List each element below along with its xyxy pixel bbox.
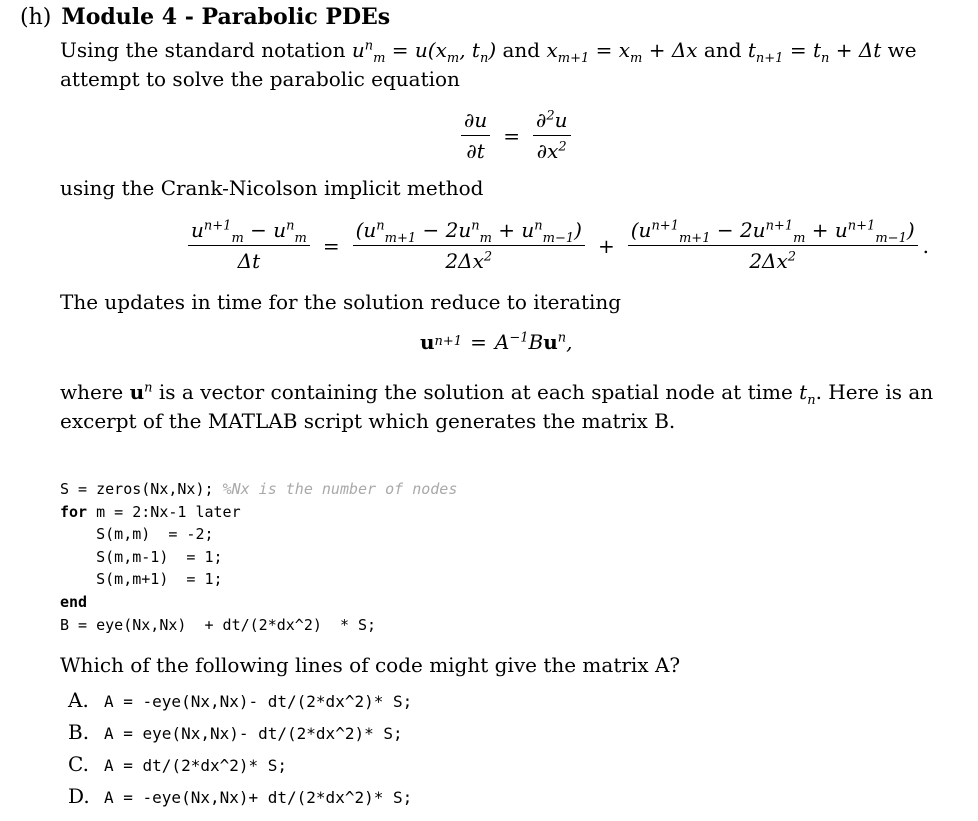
where-paragraph-line-1: where $u^n$ is a vector containing the solution at each spatial node at time $t_n$. Here is an: [60, 380, 934, 408]
code-line-3: S(m,m) = -2;: [60, 525, 214, 544]
answer-option-d[interactable]: [68, 784, 412, 808]
code-line-4: S(m,m-1) = 1;: [60, 547, 223, 566]
option-code: A = -eye(Nx,Nx)- dt/(2*dx^2)* S;: [104, 692, 413, 711]
section-heading: [20, 4, 390, 30]
code-comment: %Nx is the number of nodes: [222, 480, 458, 498]
parabolic-equation: $\frac{\partial u}{\partial t}$ = $\frac{\partial^2u}{\partial x^2}$: [456, 108, 576, 163]
notation-equation: $u^n_m = u(x_m$, $t_n$): [351, 38, 497, 66]
answer-option-a[interactable]: [68, 688, 412, 712]
code-line-5: S(m,m+1) = 1;: [60, 570, 223, 589]
code-line-2: for m = 2:Nx-1 later: [60, 502, 241, 521]
section-label: (h): [20, 5, 52, 30]
solution-vector-symbol: $u^n$: [129, 380, 153, 404]
option-code: A = -eye(Nx,Nx)+ dt/(2*dx^2)* S;: [104, 788, 413, 807]
where-paragraph-line-2: excerpt of the MATLAB script which generates the matrix B.: [60, 409, 676, 433]
section-title: Module 4 - Parabolic PDEs: [61, 4, 391, 30]
intro-paragraph-line-2: attempt to solve the parabolic equation: [60, 67, 460, 91]
answer-option-b[interactable]: [68, 720, 403, 744]
update-equation: u n+1 = $A^{-1}Bu^n$,: [420, 330, 573, 354]
option-letter: A.: [68, 688, 89, 712]
question-text: Which of the following lines of code might give the matrix A?: [60, 653, 681, 677]
option-letter: B.: [68, 720, 90, 744]
time-symbol: $t_n$: [799, 380, 816, 408]
crank-nicolson-equation: $\frac{u^{n+1}_m - u^n_m}{\Delta t}$ = $\frac{(u^n_{m+1} - 2u^n_m + u^n_{m-1})}{2\Delta x^2}$ + $\frac{(u^{n+1}_{m+1} - 2u^{n+1}_m + u^{n+1}_{m-1})}{2\Delta x^2}$ .: [183, 218, 929, 273]
time-step-equation: $t_{n+1} = t_n + \Delta t$: [747, 38, 882, 66]
option-letter: D.: [68, 784, 90, 808]
option-letter: C.: [68, 752, 89, 776]
code-line-6: end: [60, 592, 88, 611]
intro-paragraph-line-1: Using the standard notation $u^n_m = u(x_m$, $t_n$) and $x_{m+1} = x_m + \Delta x$ and $t_{n+1} = t_n + \Delta t$ we: [60, 38, 917, 66]
option-code: A = eye(Nx,Nx)- dt/(2*dx^2)* S;: [104, 724, 403, 743]
updates-text: The updates in time for the solution reduce to iterating: [60, 290, 622, 314]
answer-option-c[interactable]: [68, 752, 287, 776]
spatial-step-equation: $x_{m+1} = x_m + \Delta x$: [546, 38, 698, 66]
code-line-7: B = eye(Nx,Nx) + dt/(2*dx^2) * S;: [60, 615, 377, 634]
code-line-1: S = zeros(Nx,Nx); %Nx is the number of nodes: [60, 480, 458, 498]
method-text: using the Crank-Nicolson implicit method: [60, 176, 484, 200]
option-code: A = dt/(2*dx^2)* S;: [104, 756, 288, 775]
matlab-code-excerpt: [60, 478, 457, 636]
